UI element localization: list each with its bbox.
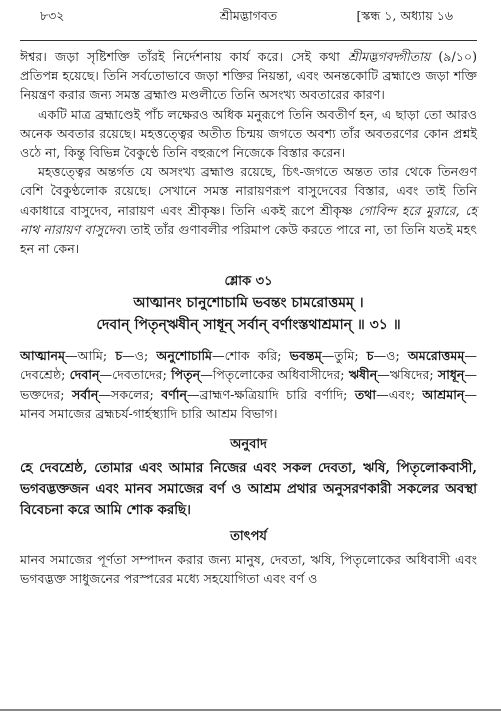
book-title: শ্রীমদ্ভাগবত <box>219 8 278 23</box>
synonym-meaning: —ভক্তদের; <box>20 367 478 402</box>
paragraph-1: ঈশ্বর। জড়া সৃষ্টিশক্তি তাঁরই নির্দেশনায় কার্য করে। সেই কথা শ্রীমদ্ভগবদ্গীতায় (৯/১০) প্রতিপন্ন হয়েছে। তিনি সর্বতোভাবে জড়া শক্তির নিয়ন্তা, এবং অনন্তকোটি ব্রহ্মাণ্ডে জড়া শক্তি নিয়ন্ত্রণ করার জন্য সমস্ত ব্রহ্মাণ্ড মণ্ডলীতে তিনি অসংখ্য অবতারের কারণ। <box>20 49 477 103</box>
synonym-word: সাধূন্ <box>437 367 465 383</box>
synonym-word: আত্মানম্ <box>20 348 65 364</box>
page-number: ৮৩২ <box>40 8 65 23</box>
translation-heading: অনুবাদ <box>230 437 267 453</box>
purport-heading: তাৎপর্য <box>230 529 267 545</box>
purport-text: মানব সমাজের পূর্ণতা সম্পাদন করার জন্য মানুষ, দেবতা, ঋষি, পিতৃলোকের অধিবাসী এবং ভগবদ্ভক্ত সাধুজনের পরস্পরের মধ্যে সহযোগিতা এবং বর্ণ ও <box>20 552 477 587</box>
paragraph-2: একটি মাত্র ব্রহ্মাণ্ডেই পাঁচ লক্ষেরও অধিক মনুরূপে তিনি অবতীর্ণ হন, এ ছাড়া তো আরও অনেক অবতার রয়েছে। মহত্তত্ত্বের অতীত চিন্ময় জগতে অবশ্য তাঁর অবতরণের কোন প্রশ্নই ওঠে না, কিন্তু বিভিন্ন বৈকুণ্ঠে তিনি বহুরূপে নিজেকে বিস্তার করেন। <box>20 106 477 161</box>
sloka-heading: শ্লোক ৩১ <box>224 274 273 290</box>
synonym-word: পিতৃন্ <box>171 367 201 383</box>
verse-line-2: দেবান্ পিতৃন্ঋষীন্ সাধূন্ সর্বান্ বর্ণাংস্তথাশ্রমান্ ॥ ৩১ ॥ <box>96 317 401 334</box>
synonym-meaning: —তুমি; <box>321 348 367 364</box>
synonym-meaning: —দেবশ্রেষ্ঠ; <box>20 348 478 383</box>
translation-text: হে দেবশ্রেষ্ঠ, তোমার এবং আমার নিজের এবং সকল দেবতা, ঋষি, পিতৃলোকবাসী, ভগবদ্ভক্তজন এবং মানব সমাজের বর্ণ ও আশ্রম প্রথার অনুসরণকারী সকলের অবস্থা বিবেচনা করে আমি শোক করছি। <box>20 460 477 519</box>
synonym-meaning: —ঋষিদের; <box>377 367 438 383</box>
header-rule <box>20 40 477 41</box>
synonym-word: চ <box>366 348 374 364</box>
synonym-word: বর্ণান্ <box>161 386 188 402</box>
mantra-italic: গোবিন্দ হরে মুরারে, হে নাথ নারায়ণ বাসুদেব <box>20 202 477 237</box>
chapter-reference: [স্কন্ধ ১, অধ্যায় ১৬ <box>356 8 453 23</box>
synonym-meaning: —দেবতাদের; <box>99 367 172 383</box>
synonym-meaning: —সকলের; <box>98 386 162 402</box>
synonym-meaning: —ও; <box>122 348 157 364</box>
synonyms <box>20 346 477 423</box>
synonym-word: সর্বান্ <box>71 386 99 402</box>
synonym-word: ঋষীন্ <box>348 367 378 383</box>
synonym-word: আশ্রমান্ <box>422 386 465 402</box>
synonym-word: চ <box>115 348 123 364</box>
synonym-word: অনুশোচামি <box>156 348 213 364</box>
synonym-word: দেবান্ <box>69 367 100 383</box>
bottom-rule <box>0 709 501 711</box>
synonym-meaning: —মানব সমাজের ব্রহ্মচর্য-গার্হস্থ্যাদি চারি আশ্রম বিভাগ। <box>20 386 478 421</box>
synonym-word: অমরোত্তমম্ <box>407 348 465 364</box>
synonym-meaning: —পিতৃলোকের অধিবাসীদের; <box>200 367 349 383</box>
synonym-word: তথা <box>354 386 377 402</box>
page-header <box>20 0 477 32</box>
synonym-meaning: —আমি; <box>65 348 116 364</box>
paragraph-3: মহত্তত্ত্বের অন্তর্গত যে অসংখ্য ব্রহ্মাণ্ড রয়েছে, চিৎ-জগতে অন্তত তার থেকে তিনগুণ বেশি বৈকুণ্ঠলোক রয়েছে। সেখানে সমস্ত নারায়ণরূপ বাসুদেবের বিস্তার, এবং তাই তিনি একাধারে বাসুদেব, নারায়ণ এবং শ্রীকৃষ্ণ। তিনি একই রূপে শ্রীকৃষ্ণ গোবিন্দ হরে মুরারে, হে নাথ নারায়ণ বাসুদেব। তাই তাঁর গুণাবলীর পরিমাপ কেউ করতে পারে না, তা তিনি যতই মহৎ হন না কেন। <box>20 164 478 257</box>
synonym-meaning: —ও; <box>373 348 408 364</box>
gita-reference: শ্রীমদ্ভগবদ্গীতায় <box>348 49 431 64</box>
synonym-meaning: —এবং; <box>376 386 423 402</box>
verse-line-1: আত্মানং চানুশোচামি ভবন্তং চামরোত্তমম্ । <box>133 295 364 312</box>
synonym-meaning: —ব্রাহ্মণ-ক্ষত্রিয়াদি চারি বর্ণাদি; <box>187 386 355 402</box>
synonym-word: ভবন্তম্ <box>289 348 322 364</box>
synonym-meaning: —শোক করি; <box>212 348 290 364</box>
